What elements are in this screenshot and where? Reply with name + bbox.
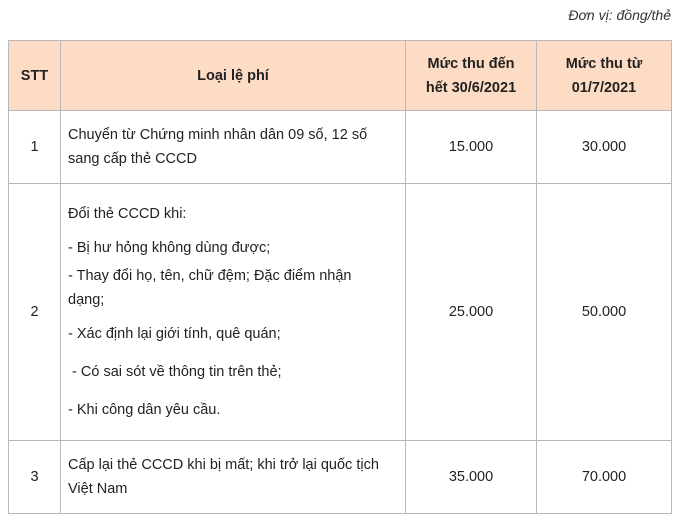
table-row: [9, 441, 672, 514]
fee-type-item: - Khi công dân yêu cầu.: [68, 402, 221, 418]
fee-type-item: - Có sai sót về thông tin trên thẻ;: [68, 364, 282, 380]
header-fee-from-line2: 01/7/2021: [571, 79, 637, 96]
header-fee-from-line1: Mức thu từ: [565, 55, 643, 72]
table-row: [9, 111, 672, 184]
fee-type-intro: Đổi thẻ CCCD khi:: [68, 206, 187, 222]
header-fee-type: Loại lệ phí: [61, 41, 406, 111]
row-fee-until: 25.000: [406, 184, 537, 441]
unit-note: Đơn vị: đồng/thẻ: [568, 7, 671, 23]
row-fee-type: [61, 184, 406, 441]
row-stt: 1: [9, 111, 61, 184]
fee-type-item: - Xác định lại giới tính, quê quán;: [68, 326, 281, 342]
row-fee-from: 70.000: [537, 441, 672, 514]
header-fee-from: [537, 41, 672, 111]
row-fee-until: 15.000: [406, 111, 537, 184]
fee-type-item: - Thay đổi họ, tên, chữ đệm; Đặc điểm nhận: [68, 268, 352, 284]
table-header-row: [9, 41, 672, 111]
header-stt: STT: [9, 41, 61, 111]
fee-type-item: dạng;: [68, 292, 105, 308]
header-fee-until-line1: Mức thu đến: [427, 55, 515, 72]
row-fee-type: [61, 111, 406, 184]
row-fee-from: 30.000: [537, 111, 672, 184]
table-row: [9, 184, 672, 441]
fee-type-line: Chuyển từ Chứng minh nhân dân 09 số, 12 số: [68, 127, 368, 143]
row-fee-until: 35.000: [406, 441, 537, 514]
fee-type-line: Việt Nam: [68, 481, 128, 497]
row-fee-type: [61, 441, 406, 514]
header-fee-until-line2: hết 30/6/2021: [425, 79, 517, 96]
row-stt: 3: [9, 441, 61, 514]
row-stt: 2: [9, 184, 61, 441]
row-fee-from: 50.000: [537, 184, 672, 441]
fee-type-item: - Bị hư hỏng không dùng được;: [68, 240, 271, 256]
header-fee-until: [406, 41, 537, 111]
fee-type-line: sang cấp thẻ CCCD: [68, 151, 197, 167]
fee-type-line: Cấp lại thẻ CCCD khi bị mất; khi trở lại quốc tịch: [68, 457, 379, 473]
fee-table: [8, 40, 672, 514]
